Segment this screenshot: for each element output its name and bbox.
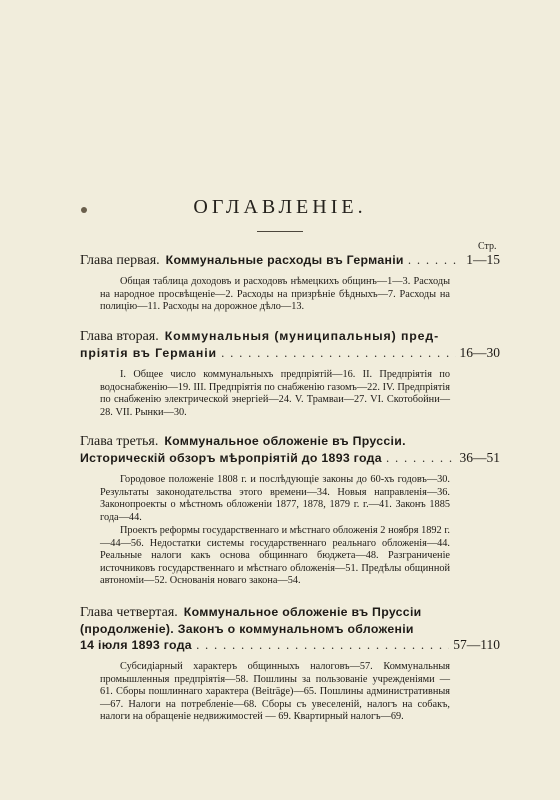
chapter-summary: [100, 661, 450, 724]
chapter-4-heading-cont: [80, 621, 500, 637]
page-title: ОГЛАВЛЕНІЕ.: [193, 196, 367, 218]
chapter-4-heading: [80, 604, 500, 621]
chapter-3-heading-cont: [80, 450, 500, 467]
chapter-2: [80, 328, 500, 419]
title-divider: [257, 231, 303, 232]
chapter-title: Коммунальныя (муниципальныя) пред-: [164, 329, 440, 343]
chapter-title-cont: пріятія въ Германіи: [80, 346, 218, 360]
summary-paragraph: Субсидіарный характеръ общинныхъ налоговъ—57. Коммунальныя промышленныя предпріятія—58. Пошлины за пользованіе учрежденіями — 61. Сборы пошлиннаго характера (Beiträge)—65. Пошлины административныя—67. Налоги на потребленіе—68. Сборы съ увеселеній, налогъ на собакъ, налоги на обращеніе недвижимостей — 69. Квартирный налогъ—69.: [100, 661, 450, 722]
chapter-title-cont: (продолженіе). Законъ о коммунальномъ обложеніи: [80, 622, 414, 636]
summary-paragraph: Проектъ реформы государственнаго и мѣстнаго обложенія 2 ноября 1892 г.—44—56. Недостатки системы государственнаго реальнаго обложенія—44. Реальные налоги какъ основа общиннаго бюджета—48. Разграниченіе источниковъ государственнаго и мѣстнаго обложенія—51. Предѣлы общинной автономіи—52. Основанія новаго закона—54.: [100, 525, 450, 586]
chapter-title-cont: 14 іюля 1893 года: [80, 638, 192, 652]
chapter-title: Коммунальные расходы въ Германіи: [165, 253, 404, 267]
chapter-pages: 1—15: [466, 252, 500, 267]
chapter-label: Глава первая.: [80, 253, 160, 268]
dot-leader: [221, 346, 455, 362]
summary-paragraph: Городовое положеніе 1808 г. и послѣдующіе законы до 60-хъ годовъ—30. Результаты законодательства этого времени—34. Новыя направленія—36. Законопроекты о мѣстномъ обложеніи 1877, 1878, 1879 г. г.—41. Законъ 1885 года—44.: [100, 474, 450, 523]
summary-paragraph: Общая таблица доходовъ и расходовъ нѣмецкихъ общинъ—1—3. Расходы на народное просвѣщеніе—2. Расходы на призрѣніе бѣдныхъ—7. Расходы на полицію—11. Расходы на дорожное дѣло—13.: [100, 276, 450, 312]
chapter-3: [80, 433, 500, 588]
dot-leader: [196, 638, 449, 654]
chapter-2-heading: [80, 328, 500, 345]
chapter-1-heading: [80, 252, 500, 269]
chapter-title-cont: Историческій обзоръ мѣропріятій до 1893 года: [80, 451, 382, 465]
chapter-pages: 57—110: [453, 637, 500, 652]
chapter-2-heading-cont: [80, 345, 500, 362]
chapter-4: [80, 604, 500, 724]
chapter-pages: 16—30: [459, 345, 500, 360]
chapter-3-heading: [80, 433, 500, 450]
chapter-label: Глава вторая.: [80, 329, 159, 344]
dot-leader: [386, 451, 456, 467]
chapter-summary: [100, 276, 450, 314]
chapter-pages: 36—51: [459, 450, 500, 465]
chapter-title: Коммунальное обложеніе въ Пруссіи.: [164, 434, 406, 448]
chapter-summary: [100, 369, 450, 419]
summary-paragraph: I. Общее число коммунальныхъ предпріятій—16. II. Предпріятія по водоснабженію—19. III. Предпріятія по снабженію газомъ—22. IV. Предпріятія по снабженію электрической энергіей—24. V. Трамваи—27. VI. Скотобойни—28. VII. Рынки—30.: [100, 369, 450, 418]
chapter-summary: [100, 474, 450, 588]
chapter-label: Глава четвертая.: [80, 605, 178, 620]
chapter-4-heading-cont2: [80, 637, 500, 654]
chapter-title: Коммунальное обложеніе въ Пруссіи: [183, 605, 422, 619]
pages-column-header: Стр.: [478, 241, 497, 252]
chapter-label: Глава третья.: [80, 434, 159, 449]
chapter-1: [80, 252, 500, 314]
dot-leader: [408, 253, 462, 269]
